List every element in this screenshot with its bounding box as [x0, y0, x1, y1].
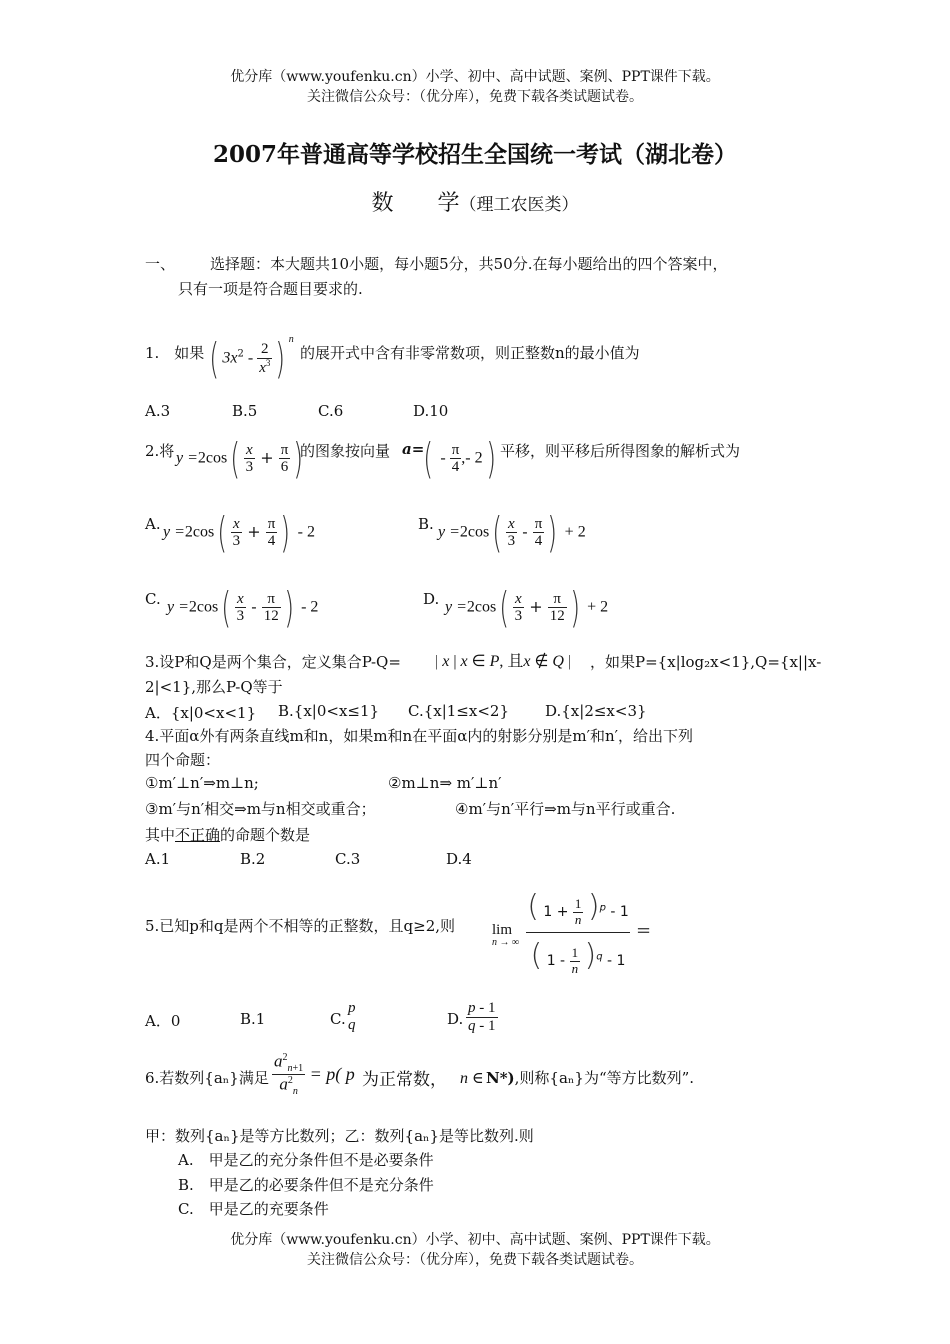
q2-option-b-label: B.: [418, 515, 434, 533]
q6-option-a: A. 甲是乙的充分条件但不是必要条件: [178, 1151, 434, 1169]
q5-option-d-formula: $\frac{p - 1}{q - 1}$: [468, 1000, 496, 1034]
q3-set-def: | x | x ∈ P, 且x ∉ Q |: [435, 653, 572, 670]
q4-option-a: A.1: [145, 850, 171, 868]
subtitle-sub: （理工农医类）: [459, 195, 579, 215]
q2-option-d-label: D.: [423, 590, 440, 608]
q6-label: 6.若数列{aₙ}满足: [145, 1069, 269, 1087]
q5-limit: lim n → ∞: [492, 922, 520, 948]
q6-n-in: n ∈: [460, 1070, 484, 1087]
q1-label: 1. 如果: [145, 344, 205, 362]
q3-option-b: B.{x|0<x≤1}: [278, 702, 380, 720]
q5-label: 5.已知p和q是两个不相等的正整数，且q≥2,则: [145, 917, 455, 935]
q4-line-2: 四个命题：: [145, 751, 221, 769]
q5-option-c-formula: p q: [348, 1000, 356, 1033]
q1-text: 的展开式中含有非零常数项，则正整数n的最小值为: [300, 344, 640, 362]
q2-option-c-label: C.: [145, 590, 161, 608]
q5-equals: =: [636, 920, 652, 941]
footer-line-1: 优分库（www.youfenku.cn）小学、初中、高中试题、案例、PPT课件下载。: [230, 1232, 720, 1248]
q2-text-end: 平移，则平移后所得图象的解析式为: [500, 442, 741, 460]
section-intro-2: 只有一项是符合题目要求的.: [178, 280, 363, 298]
q3-line-2: 2|<1},那么P-Q等于: [145, 678, 283, 696]
q5-option-c-label: C.: [330, 1010, 346, 1028]
section-number: 一、: [145, 255, 176, 273]
page-subtitle: [0, 186, 950, 217]
q4-question-underlined: 不正确: [175, 826, 221, 844]
q6-formula: $\frac{a^2_{n+1}}{a^2_n}$ = p( p: [274, 1051, 355, 1098]
q2-option-c-formula: y =2cos( $\frac{x}{3}$ - $\frac{\pi}{12}$ ) - 2: [167, 583, 319, 632]
q4-option-c: C.3: [335, 850, 361, 868]
subtitle-main: 数 学: [371, 191, 460, 216]
q6-option-c: C. 甲是乙的充要条件: [178, 1200, 329, 1218]
header-line-2: 关注微信公众号：（优分库），免费下载各类试题试卷。: [307, 89, 643, 105]
section-intro-1: 选择题：本大题共10小题，每小题5分，共50分.在每小题给出的四个答案中，: [210, 255, 728, 273]
q6-line-2: 甲：数列{aₙ}是等方比数列；乙：数列{aₙ}是等比数列.则: [145, 1127, 534, 1145]
q2-label: 2.将: [145, 442, 175, 460]
q5-option-d-label: D.: [447, 1010, 464, 1028]
q1-option-d: D.10: [413, 402, 449, 420]
q6-mid: 为正常数，: [362, 1070, 447, 1090]
q1-option-b: B.5: [232, 402, 258, 420]
q3-option-a: A．{x|0<x<1}: [145, 704, 257, 722]
q4-question: [145, 824, 310, 845]
q6-end-text: ,则称{aₙ}为“等方比数列”.: [514, 1069, 695, 1087]
q4-option-b: B.2: [240, 850, 266, 868]
q3-line-1a: 3.设P和Q是两个集合，定义集合P-Q=: [145, 653, 401, 671]
q4-line-1: 4.平面α外有两条直线m和n，如果m和n在平面α内的射影分别是m′和n′，给出下列: [145, 727, 694, 745]
q4-prop-4: ④m′与n′平行⇒m与n平行或重合.: [455, 800, 676, 818]
q3-option-d: D.{x|2≤x<3}: [545, 702, 647, 720]
q4-prop-3: ③m′与n′相交⇒m与n相交或重合；: [145, 800, 376, 818]
q6-end-bold: N*): [486, 1069, 515, 1087]
q2-formula: y =2cos( $\frac{x}{3}$ + $\frac{\pi}{6}$ ): [176, 434, 304, 483]
footer-line-2: 关注微信公众号：（优分库），免费下载各类试题试卷。: [307, 1252, 643, 1268]
q4-option-d: D.4: [446, 850, 472, 868]
q1-option-a: A.3: [145, 402, 171, 420]
q5-option-b: B.1: [240, 1010, 266, 1028]
q6-end: [486, 1067, 694, 1088]
q2-vector: ( - $\frac{\pi}{4}$ ,- 2): [423, 434, 496, 483]
header-line-1: 优分库（www.youfenku.cn）小学、初中、高中试题、案例、PPT课件下载。: [230, 69, 720, 85]
q5-fraction: ( 1 + $\frac{1}{n}$ )$^p$ - 1 ( 1 - $\frac{1}{n}$ )$^q$ - 1: [527, 889, 629, 976]
q2-option-a-formula: y =2cos( $\frac{x}{3}$ + $\frac{\pi}{4}$ ) - 2: [163, 508, 315, 557]
q4-prop-1: ①m′⊥n′⇒m⊥n;: [145, 774, 259, 792]
q5-option-a: A．0: [145, 1012, 181, 1030]
q1-option-c: C.6: [318, 402, 344, 420]
q2-option-a-label: A.: [145, 515, 161, 533]
q2-vector-label: a=: [402, 440, 425, 458]
q4-question-b: 的命题个数是: [220, 826, 311, 844]
q2-option-b-formula: y =2cos( $\frac{x}{3}$ - $\frac{\pi}{4}$ ) + 2: [438, 508, 586, 557]
q2-text-mid: 的图象按向量: [300, 442, 391, 460]
q4-question-a: 其中: [145, 826, 176, 844]
q4-prop-2: ②m⊥n⇒ m′⊥n′: [388, 774, 502, 792]
q6-option-b: B. 甲是乙的必要条件但不是充分条件: [178, 1176, 434, 1194]
q3-line-1b: ，如果P={x|log₂x<1},Q={x||x-: [590, 653, 822, 671]
page-title: 2007年普通高等学校招生全国统一考试（湖北卷）: [212, 141, 737, 168]
q3-option-c: C.{x|1≤x<2}: [408, 702, 509, 720]
q2-option-d-formula: y =2cos( $\frac{x}{3}$ + $\frac{\pi}{12}$ ) + 2: [445, 583, 609, 632]
q1-formula: ( $3x^2$ - $\frac{2}{x^3}$ ) $^n$: [209, 334, 294, 383]
